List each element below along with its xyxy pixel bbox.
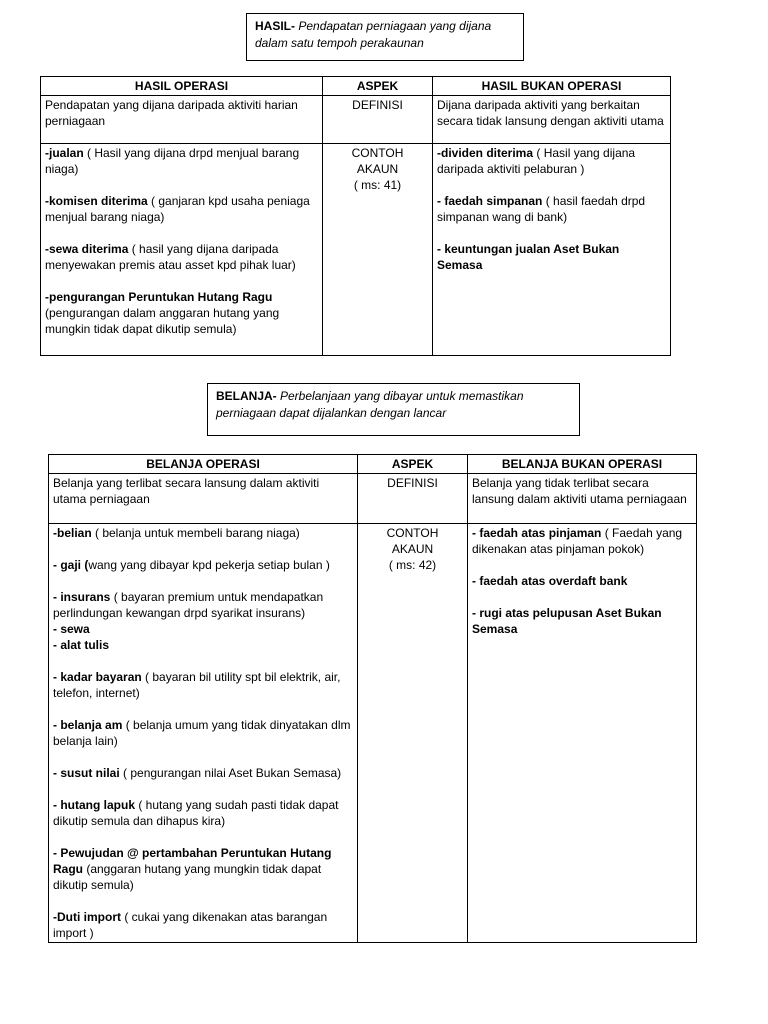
header-aspek: ASPEK bbox=[358, 455, 468, 474]
hasil-term: HASIL- bbox=[255, 19, 295, 33]
header-aspek: ASPEK bbox=[323, 77, 433, 96]
list-item: -jualan ( Hasil yang dijana drpd menjual barang niaga) bbox=[45, 146, 300, 176]
hasil-definition: Pendapatan perniagaan yang dijana dalam satu tempoh perakaunan bbox=[255, 19, 492, 50]
list-item: -dividen diterima ( Hasil yang dijana daripada aktiviti pelaburan ) bbox=[437, 146, 636, 176]
list-item: -sewa diterima ( hasil yang dijana daripada menyewakan premis atau asset kpd pihak luar) bbox=[45, 242, 296, 272]
hasil-table bbox=[40, 76, 671, 356]
list-item: -belian ( belanja untuk membeli barang niaga) bbox=[53, 526, 300, 540]
list-item: - susut nilai ( pengurangan nilai Aset Bukan Semasa) bbox=[53, 766, 342, 780]
list-item: - gaji (wang yang dibayar kpd pekerja setiap bulan ) bbox=[53, 558, 330, 572]
header-belanja-operasi: BELANJA OPERASI bbox=[49, 455, 358, 474]
hasil-example-row bbox=[41, 144, 671, 356]
hasil-operasi-definition: Pendapatan yang dijana daripada aktiviti harian perniagaan bbox=[41, 96, 323, 144]
belanja-operasi-definition: Belanja yang terlibat secara lansung dalam aktiviti utama perniagaan bbox=[49, 474, 358, 524]
hasil-header-row bbox=[41, 77, 671, 96]
list-item: - kadar bayaran ( bayaran bil utility spt bil elektrik, air, telefon, internet) bbox=[53, 670, 341, 700]
list-item: - alat tulis bbox=[53, 638, 110, 652]
belanja-table bbox=[48, 454, 697, 943]
belanja-definition-box bbox=[207, 383, 580, 436]
hasil-definition-box bbox=[246, 13, 524, 61]
list-item: - faedah simpanan ( hasil faedah drpd simpanan wang di bank) bbox=[437, 194, 646, 224]
list-item: - faedah atas pinjaman ( Faedah yang dikenakan atas pinjaman pokok) bbox=[472, 526, 683, 556]
belanja-operasi-examples bbox=[49, 524, 358, 943]
header-belanja-bukan-operasi: BELANJA BUKAN OPERASI bbox=[468, 455, 697, 474]
header-hasil-operasi: HASIL OPERASI bbox=[41, 77, 323, 96]
list-item: - faedah atas overdaft bank bbox=[472, 574, 628, 588]
list-item: - insurans ( bayaran premium untuk mendapatkan perlindungan kewangan drpd syarikat insurans) bbox=[53, 590, 324, 620]
aspect-definisi: DEFINISI bbox=[323, 96, 433, 144]
belanja-term: BELANJA- bbox=[216, 389, 277, 403]
hasil-bukan-operasi-definition: Dijana daripada aktiviti yang berkaitan secara tidak lansung dengan aktiviti utama bbox=[433, 96, 671, 144]
belanja-header-row bbox=[49, 455, 697, 474]
belanja-bukan-operasi-definition: Belanja yang tidak terlibat secara lansung dalam aktiviti utama perniagaan bbox=[468, 474, 697, 524]
hasil-definition-row bbox=[41, 96, 671, 144]
list-item: - keuntungan jualan Aset Bukan Semasa bbox=[437, 242, 620, 272]
list-item: - sewa bbox=[53, 622, 90, 636]
list-item: - hutang lapuk ( hutang yang sudah pasti tidak dapat dikutip semula dan dihapus kira) bbox=[53, 798, 339, 828]
hasil-bukan-operasi-examples bbox=[433, 144, 671, 356]
aspect-contoh-akaun: CONTOH AKAUN ( ms: 41) bbox=[323, 144, 433, 356]
list-item: -Duti import ( cukai yang dikenakan atas barangan import ) bbox=[53, 910, 328, 940]
list-item: -pengurangan Peruntukan Hutang Ragu (pengurangan dalam anggaran hutang yang mungkin tidak dapat dikutip semula) bbox=[45, 290, 280, 336]
aspect-definisi: DEFINISI bbox=[358, 474, 468, 524]
belanja-example-row bbox=[49, 524, 697, 943]
list-item: -komisen diterima ( ganjaran kpd usaha peniaga menjual barang niaga) bbox=[45, 194, 310, 224]
aspect-contoh-akaun: CONTOH AKAUN ( ms: 42) bbox=[358, 524, 468, 943]
belanja-bukan-operasi-examples bbox=[468, 524, 697, 943]
list-item: - rugi atas pelupusan Aset Bukan Semasa bbox=[472, 606, 662, 636]
hasil-operasi-examples bbox=[41, 144, 323, 356]
belanja-definition-row bbox=[49, 474, 697, 524]
list-item: - Pewujudan @ pertambahan Peruntukan Hutang Ragu (anggaran hutang yang mungkin tidak dapat dikutip semula) bbox=[53, 846, 332, 892]
list-item: - belanja am ( belanja umum yang tidak dinyatakan dlm belanja lain) bbox=[53, 718, 351, 748]
belanja-definition: Perbelanjaan yang dibayar untuk memastikan perniagaan dapat dijalankan dengan lancar bbox=[216, 389, 524, 420]
header-hasil-bukan-operasi: HASIL BUKAN OPERASI bbox=[433, 77, 671, 96]
